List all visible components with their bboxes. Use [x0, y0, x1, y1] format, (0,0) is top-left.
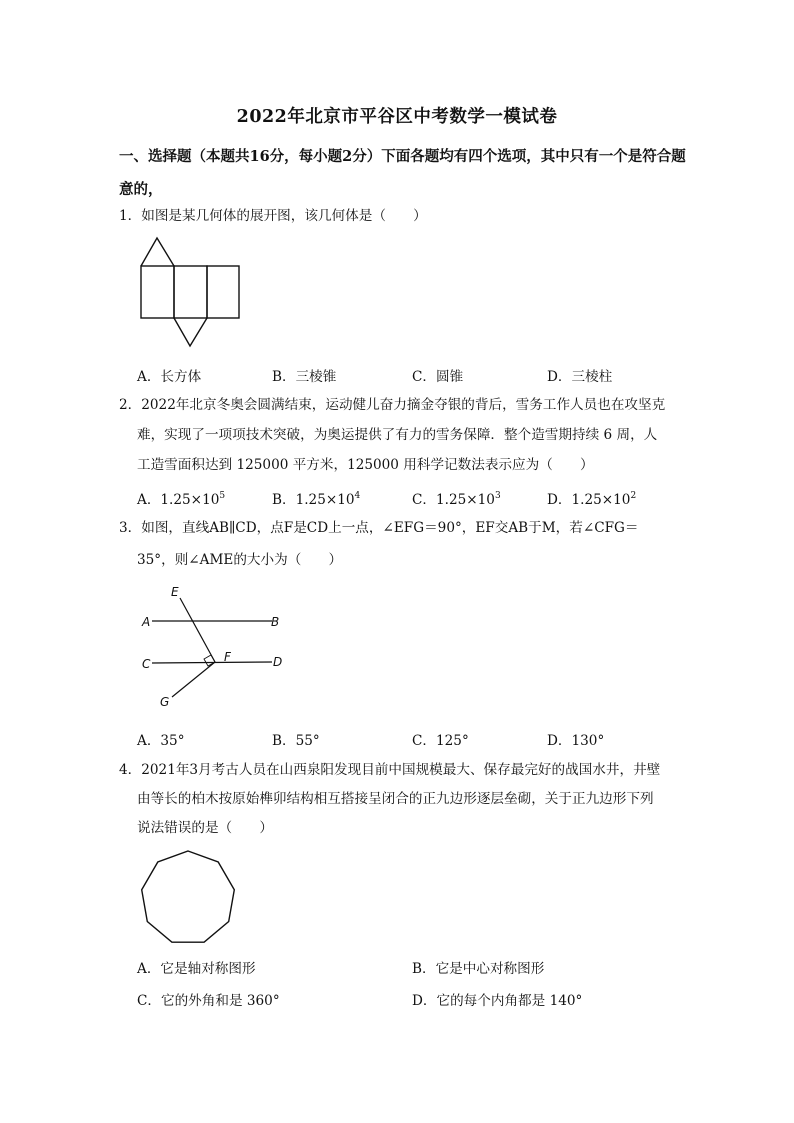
- question-1-stem: 1．如图是某几何体的展开图，该几何体是（ ）: [119, 208, 427, 224]
- label-a: A: [142, 615, 151, 629]
- label-d: D: [273, 655, 283, 669]
- page-title: 2022年北京市平谷区中考数学一模试卷: [236, 107, 558, 127]
- q1-option-d: D．三棱柱: [547, 369, 613, 385]
- question-3-line-1: 3．如图，直线AB∥CD，点F是CD上一点，∠EFG＝90°，EF交AB于M，若∠CFG＝: [119, 520, 639, 536]
- q2-option-c: C．$1.25\times 10^3$: [412, 491, 501, 508]
- question-3-line-2: 35°，则∠AME的大小为（ ）: [137, 552, 343, 568]
- question-4-line-3: 说法错误的是（ ）: [137, 820, 273, 836]
- q3-option-c: C．125°: [412, 733, 469, 749]
- q4-option-d: D．它的每个内角都是 140°: [412, 993, 583, 1009]
- section-heading-cont: 意的，: [119, 181, 163, 198]
- question-2-line-3: 工造雪面积达到 125000 平方米，125000 用科学记数法表示应为（ ）: [137, 457, 594, 473]
- q4-option-b: B．它是中心对称图形: [412, 961, 545, 977]
- q2-option-b: B．$1.25\times 10^4$: [272, 491, 361, 508]
- q4-option-c: C．它的外角和是 360°: [137, 993, 280, 1009]
- q3-option-a: A．35°: [137, 733, 185, 749]
- label-c: C: [142, 657, 151, 671]
- q2-option-d: D．$1.25\times 10^2$: [547, 491, 637, 508]
- regular-nonagon: [142, 851, 235, 942]
- question-4-line-1: 4．2021年3月考古人员在山西泉阳发现目前中国规模最大、保存最完好的战国水井，井壁: [119, 762, 661, 778]
- question-2-line-2: 难，实现了一项项技术突破，为奥运提供了有力的雪务保障．整个造雪期持续 6 周，人: [137, 427, 658, 443]
- section-heading: 一、选择题（本题共16分，每小题2分）下面各题均有四个选项，其中只有一个是符合题: [119, 148, 686, 165]
- q1-option-b: B．三棱锥: [272, 369, 337, 385]
- question-2-line-1: 2．2022年北京冬奥会圆满结束，运动健儿奋力摘金夺银的背后，雪务工作人员也在攻坚克: [119, 397, 666, 413]
- label-g: G: [160, 695, 170, 709]
- label-b: B: [271, 615, 280, 629]
- question-4-line-2: 由等长的柏木按原始榫卯结构相互搭接呈闭合的正九边形逐层垒砌，关于正九边形下列: [137, 791, 654, 807]
- q2-option-a: A．$1.25\times 10^5$: [137, 491, 226, 508]
- q1-option-c: C．圆锥: [412, 369, 464, 385]
- q3-option-b: B．55°: [272, 733, 320, 749]
- q3-option-d: D．130°: [547, 733, 605, 749]
- label-f: F: [224, 650, 231, 664]
- q4-option-a: A．它是轴对称图形: [137, 961, 256, 977]
- q1-option-a: A．长方体: [137, 369, 202, 385]
- label-e: E: [171, 585, 179, 599]
